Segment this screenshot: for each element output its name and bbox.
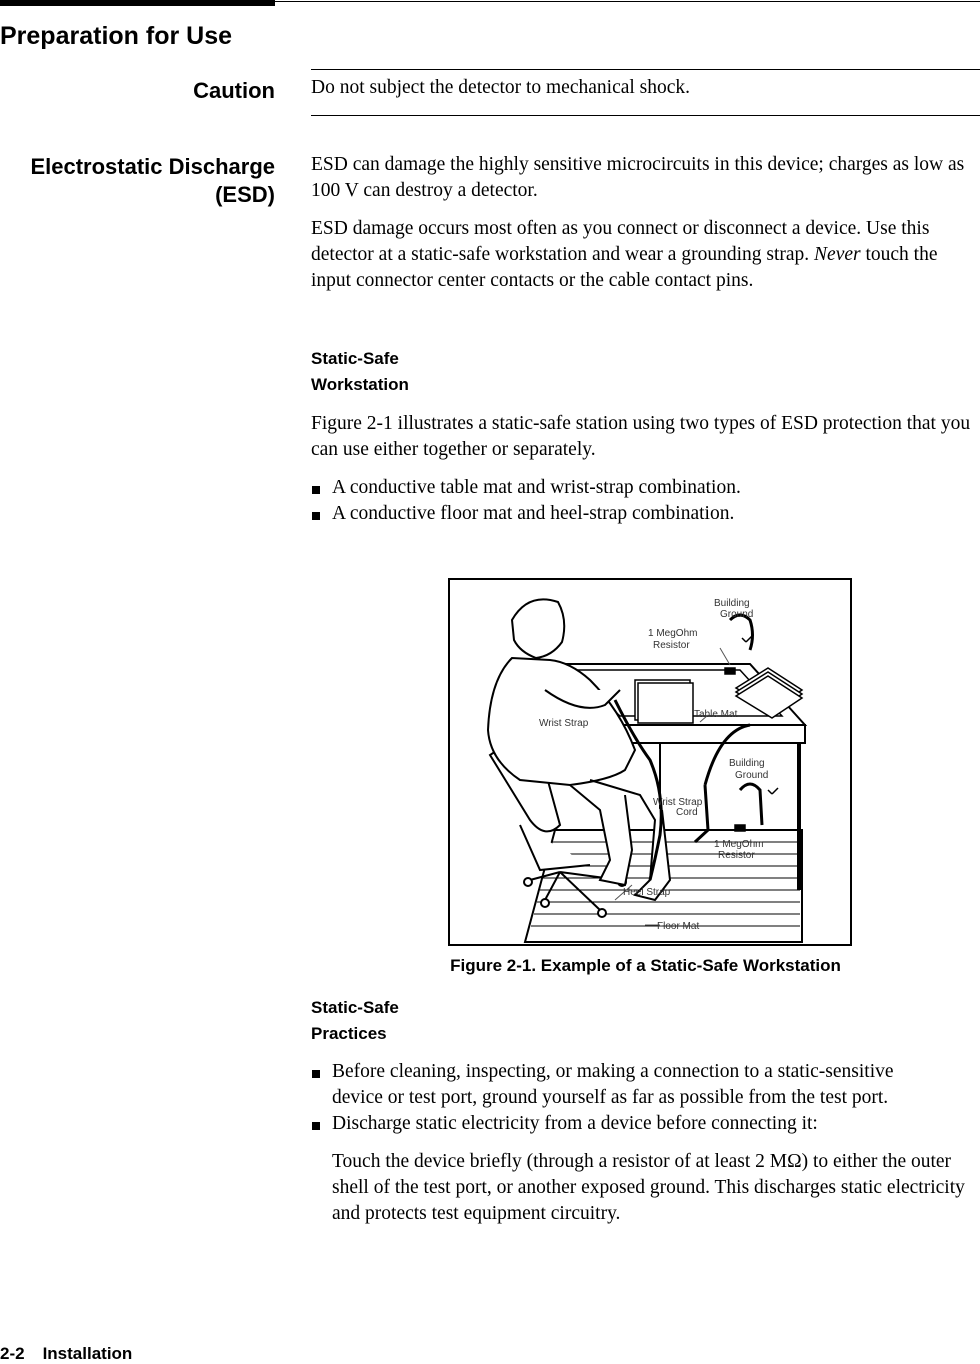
practices-bullet-list [311, 1059, 980, 1137]
label-building-ground-mid-2: Ground [735, 770, 769, 781]
list-item [311, 501, 980, 527]
esd-heading-line1: Electrostatic Discharge [30, 154, 275, 179]
esd-paragraph-2 [311, 216, 980, 294]
label-resistor-bottom-1: 1 MegOhm [714, 839, 764, 850]
practices-note: Touch the device briefly (through a resistor of at least 2 MΩ) to either the outer shell of the test port, or another exposed ground. This discharges static electricity and protects test equipment circuitry. [332, 1151, 965, 1224]
esd-heading [30, 153, 275, 209]
label-resistor-top-1: 1 MegOhm [648, 628, 698, 639]
esd-paragraph-2-start: ESD damage occurs most often as you connect or disconnect a device. Use this detector at a static-safe workstation and wear a grounding strap. [311, 218, 930, 265]
workstation-intro: Figure 2-1 illustrates a static-safe station using two types of ESD protection that you can use either together or separately. [311, 413, 971, 460]
list-item-text: Discharge static electricity from a device before connecting it: [332, 1113, 818, 1134]
list-item [311, 1059, 980, 1111]
footer-section: Installation [42, 1344, 133, 1363]
bullet-square-icon [312, 1070, 320, 1078]
caution-bottom-rule [311, 115, 980, 116]
esd-paragraph-1: ESD can damage the highly sensitive microcircuits in this device; charges as low as 100 V can destroy a detector. [311, 154, 965, 201]
workstation-figure [448, 578, 852, 946]
label-table-mat: Table Mat [694, 709, 738, 720]
practices-body [311, 1059, 980, 1227]
label-resistor-bottom-2: Resistor [718, 850, 755, 861]
figure-caption: Figure 2-1. Example of a Static-Safe Workstation [450, 956, 841, 975]
label-building-ground-top-1: Building [714, 598, 750, 609]
label-building-ground-mid-1: Building [729, 758, 765, 769]
workstation-heading [311, 346, 409, 398]
workstation-illustration [450, 580, 850, 944]
list-item-text: A conductive floor mat and heel-strap combination. [332, 503, 735, 524]
esd-heading-line2: (ESD) [215, 182, 275, 207]
page-title: Preparation for Use [0, 22, 233, 50]
list-item [311, 1111, 980, 1137]
bullet-square-icon [312, 1122, 320, 1130]
list-item-text: Before cleaning, inspecting, or making a connection to a static-sensitive device or test port, ground yourself as far as possible from the test port. [332, 1061, 894, 1108]
label-wrist-strap-cord-2: Cord [676, 807, 698, 818]
workstation-bullet-list [311, 475, 980, 527]
label-wrist-strap-cord-1: Wrist Strap [653, 797, 703, 808]
esd-paragraph-2-emphasis: Never [814, 244, 861, 265]
esd-body [311, 152, 980, 294]
list-item [311, 475, 980, 501]
header-rule [275, 1, 980, 2]
label-wrist-strap: Wrist Strap [539, 718, 589, 729]
practices-heading-line2: Practices [311, 1024, 387, 1043]
list-item-text: A conductive table mat and wrist-strap combination. [332, 477, 741, 498]
workstation-body [311, 411, 980, 527]
page-number: 2-2 [0, 1344, 25, 1363]
workstation-heading-line1: Static-Safe [311, 349, 399, 368]
caution-label: Caution [193, 78, 275, 103]
bullet-square-icon [312, 486, 320, 494]
label-resistor-top-2: Resistor [653, 640, 690, 651]
header-bar [0, 0, 275, 6]
label-building-ground-top-2: Ground [720, 609, 754, 620]
esd-paragraph-2-end: touch the input connector center contacts or the cable contact pins. [311, 244, 938, 291]
workstation-heading-line2: Workstation [311, 375, 409, 394]
label-floor-mat: Floor Mat [657, 921, 700, 932]
caution-text: Do not subject the detector to mechanical shock. [311, 77, 691, 98]
bullet-square-icon [312, 512, 320, 520]
practices-heading-line1: Static-Safe [311, 998, 399, 1017]
caution-top-rule [311, 69, 980, 70]
label-heel-strap: Heel Strap [623, 887, 671, 898]
page-footer [0, 1344, 150, 1364]
practices-heading [311, 995, 399, 1047]
